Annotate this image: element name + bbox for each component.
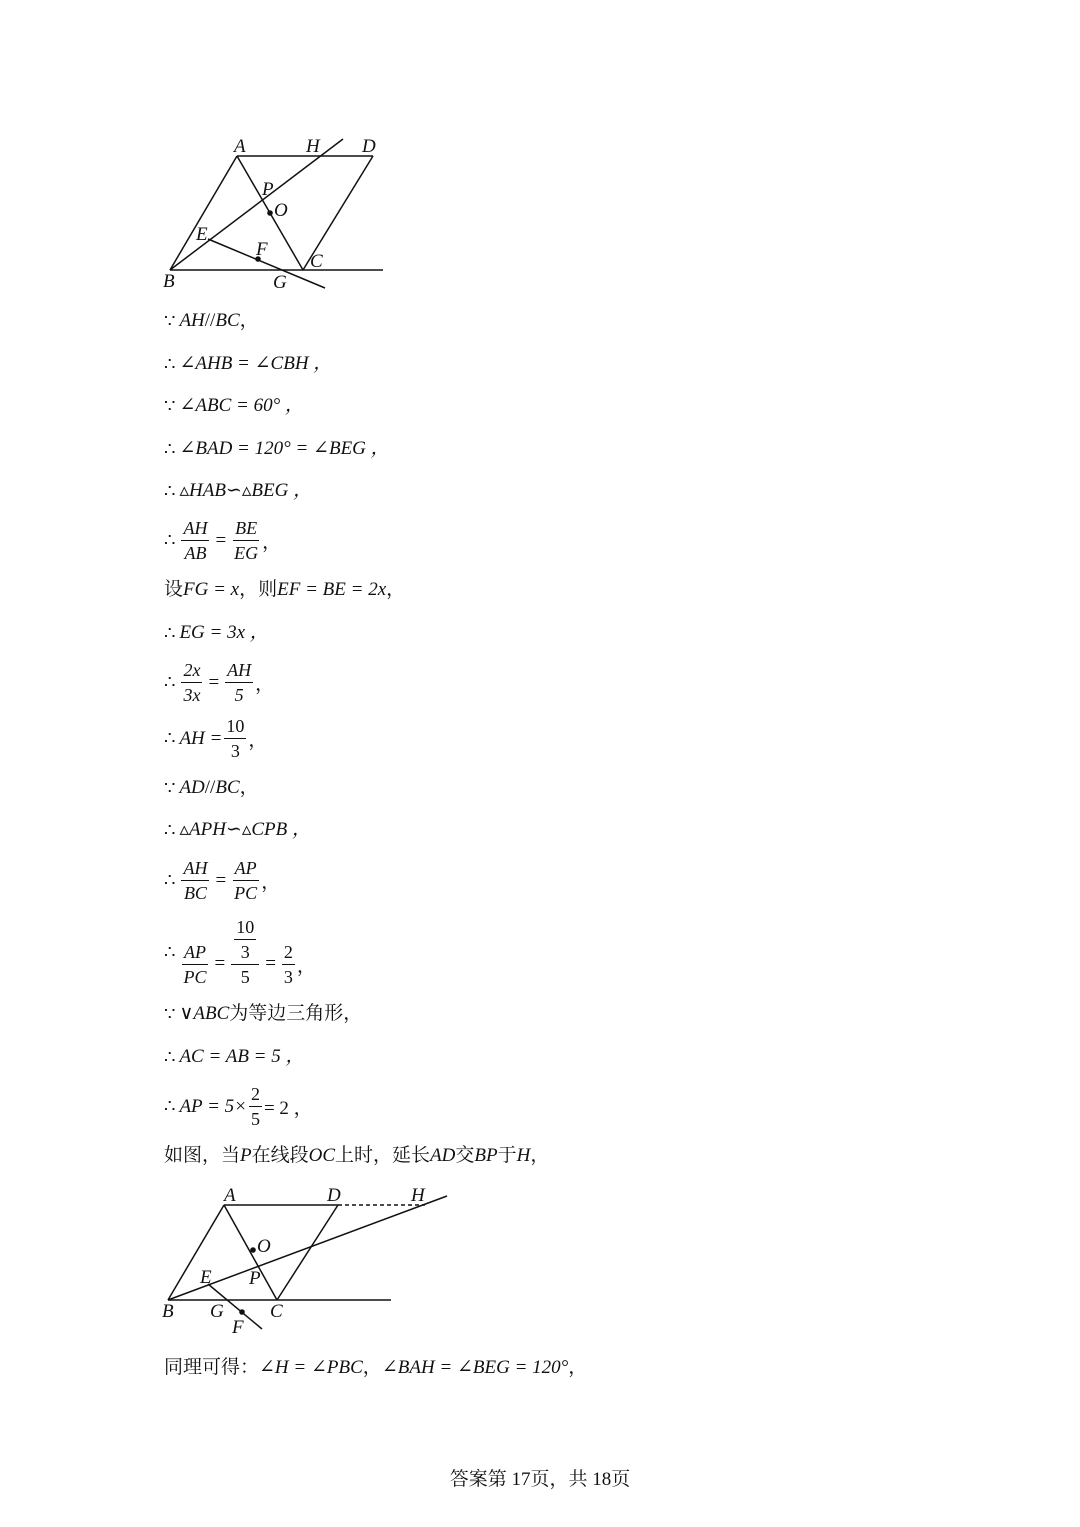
line-3-text: ∠ABC = 60° ， — [179, 395, 304, 416]
line-6: ∴ $\frac{AH}{AB}$ = $\frac{BE}{EG}$ ， — [164, 518, 282, 563]
figure-parallelogram-1 — [150, 130, 410, 295]
point-o — [250, 1247, 256, 1253]
therefore-symbol: ∴ — [164, 354, 176, 374]
label-f: F — [232, 1317, 244, 1338]
because-symbol: ∵ — [164, 396, 176, 416]
therefore-symbol: ∴ — [164, 623, 176, 643]
label-a: A — [224, 1185, 236, 1206]
line-7-a: 设 — [164, 579, 184, 600]
line-8 — [164, 621, 269, 645]
line-7-d: EF = BE = 2x — [277, 579, 387, 600]
fraction-10-3: $\frac{10}{3}$ — [226, 716, 245, 761]
therefore-symbol: ∴ — [164, 1096, 176, 1116]
line-9: ∴ $\frac{2x}{3x}$ = $\frac{AH}{5}$ ， — [164, 660, 275, 705]
segment-dc — [277, 1205, 338, 1300]
label-b: B — [162, 1301, 174, 1322]
label-p: P — [262, 179, 274, 200]
fraction-nested: 10 3 5 — [231, 915, 259, 989]
line-19: 同理可得： ∠H = ∠PBC ， ∠BAH = ∠BEG = 120° ， — [164, 1357, 588, 1378]
label-e: E — [196, 224, 208, 245]
label-g: G — [210, 1301, 224, 1322]
therefore-symbol: ∴ — [164, 439, 176, 459]
label-c: C — [310, 251, 323, 272]
therefore-symbol: ∴ — [164, 481, 176, 501]
label-f: F — [256, 239, 268, 260]
segment-ab — [170, 156, 237, 270]
fraction-2-5: $\frac{2}{5}$ — [250, 1084, 260, 1129]
line-11-b: // — [204, 777, 216, 798]
line-8-text: EG = 3x ， — [179, 622, 269, 643]
therefore-symbol: ∴ — [164, 1047, 176, 1067]
therefore-symbol: ∴ — [164, 870, 176, 890]
line-1 — [164, 309, 259, 333]
label-g: G — [273, 272, 287, 293]
line-15-b: ABC — [193, 1003, 230, 1024]
fraction-ah-bc: $\frac{AH}{BC}$ — [183, 858, 208, 903]
therefore-symbol: ∴ — [164, 728, 176, 748]
line-6-tail: ， — [262, 532, 282, 553]
line-11 — [164, 776, 259, 800]
line-7-c: ，则 — [239, 579, 278, 600]
line-3 — [164, 394, 304, 418]
point-f — [239, 1309, 245, 1315]
line-13: ∴ $\frac{AH}{BC}$ = $\frac{AP}{PC}$ ， — [164, 858, 281, 903]
line-9-tail: ， — [255, 674, 275, 695]
line-13-tail: ， — [261, 872, 281, 893]
line-7-b: FG = x — [183, 579, 240, 600]
line-16 — [164, 1045, 305, 1069]
line-12-text: ▵APH∽▵CPB ， — [179, 819, 312, 840]
line-4 — [164, 437, 390, 461]
line-15-c: 为等边三角形， — [229, 1003, 363, 1024]
fraction-ah-5: $\frac{AH}{5}$ — [227, 660, 252, 705]
figure-1-svg — [150, 130, 410, 295]
therefore-symbol: ∴ — [164, 530, 176, 550]
label-d: D — [362, 136, 376, 157]
line-15-a: ∨ — [179, 1003, 194, 1024]
label-o: O — [274, 200, 288, 221]
line-17-lhs: AP = 5× — [179, 1095, 247, 1117]
therefore-symbol: ∴ — [164, 672, 176, 692]
fraction-ap-pc: $\frac{AP}{PC}$ — [234, 858, 258, 903]
label-h: H — [306, 136, 320, 157]
because-symbol: ∵ — [164, 311, 176, 331]
because-symbol: ∵ — [164, 778, 176, 798]
line-11-a: AD — [179, 777, 205, 798]
line-1-a: AH — [179, 310, 205, 331]
fraction-be-eg: $\frac{BE}{EG}$ — [234, 518, 259, 563]
because-symbol: ∵ — [164, 1004, 176, 1024]
line-18: 如图，当 P 在线段 OC 上时，延长 AD 交 BP 于 H ， — [164, 1145, 550, 1166]
fraction-ah-ab: $\frac{AH}{AB}$ — [183, 518, 208, 563]
segment-ab — [168, 1205, 224, 1300]
therefore-symbol: ∴ — [164, 941, 176, 962]
label-p: P — [249, 1268, 261, 1289]
figure-2-svg — [150, 1180, 460, 1340]
label-c: C — [270, 1301, 283, 1322]
line-16-text: AC = AB = 5 ， — [179, 1046, 305, 1067]
line-4-text: ∠BAD = 120° = ∠BEG ， — [179, 438, 390, 459]
label-h: H — [411, 1185, 425, 1206]
line-11-c: BC — [215, 777, 240, 798]
therefore-symbol: ∴ — [164, 820, 176, 840]
line-5 — [164, 479, 312, 503]
line-1-c: BC — [215, 310, 240, 331]
page-footer: 答案第 17页，共 18页 — [449, 1469, 631, 1490]
label-d: D — [327, 1185, 341, 1206]
figure-parallelogram-2 — [150, 1180, 460, 1340]
label-a: A — [234, 136, 246, 157]
point-o — [267, 210, 273, 216]
label-e: E — [200, 1267, 212, 1288]
line-17-rhs: = 2 ， — [263, 1098, 313, 1119]
line-10 — [164, 714, 267, 763]
line-10-tail: ， — [248, 730, 268, 751]
line-12 — [164, 818, 311, 842]
fraction-2x-3x: $\frac{2x}{3x}$ — [183, 660, 201, 705]
line-11-d: ， — [239, 777, 259, 798]
line-2 — [164, 352, 332, 376]
line-1-d: ， — [239, 310, 259, 331]
fraction-2-3: $\frac{2}{3}$ — [283, 941, 293, 987]
line-1-b: // — [204, 310, 216, 331]
fraction-ap-pc-2: $\frac{AP}{PC}$ — [183, 941, 207, 987]
line-10-lhs: AH = — [179, 727, 223, 749]
line-7 — [164, 578, 405, 602]
line-2-text: ∠AHB = ∠CBH ， — [179, 353, 333, 374]
line-15 — [164, 1002, 362, 1026]
line-5-text: ▵HAB∽▵BEG ， — [179, 480, 313, 501]
label-o: O — [257, 1236, 271, 1257]
line-7-e: ， — [386, 579, 406, 600]
line-14: ∴ $\frac{AP}{PC}$ = 10 3 5 = $\frac{2}{3}$ ， — [164, 917, 316, 987]
label-b: B — [163, 271, 175, 292]
line-14-tail: ， — [296, 955, 316, 977]
line-17 — [164, 1082, 313, 1131]
